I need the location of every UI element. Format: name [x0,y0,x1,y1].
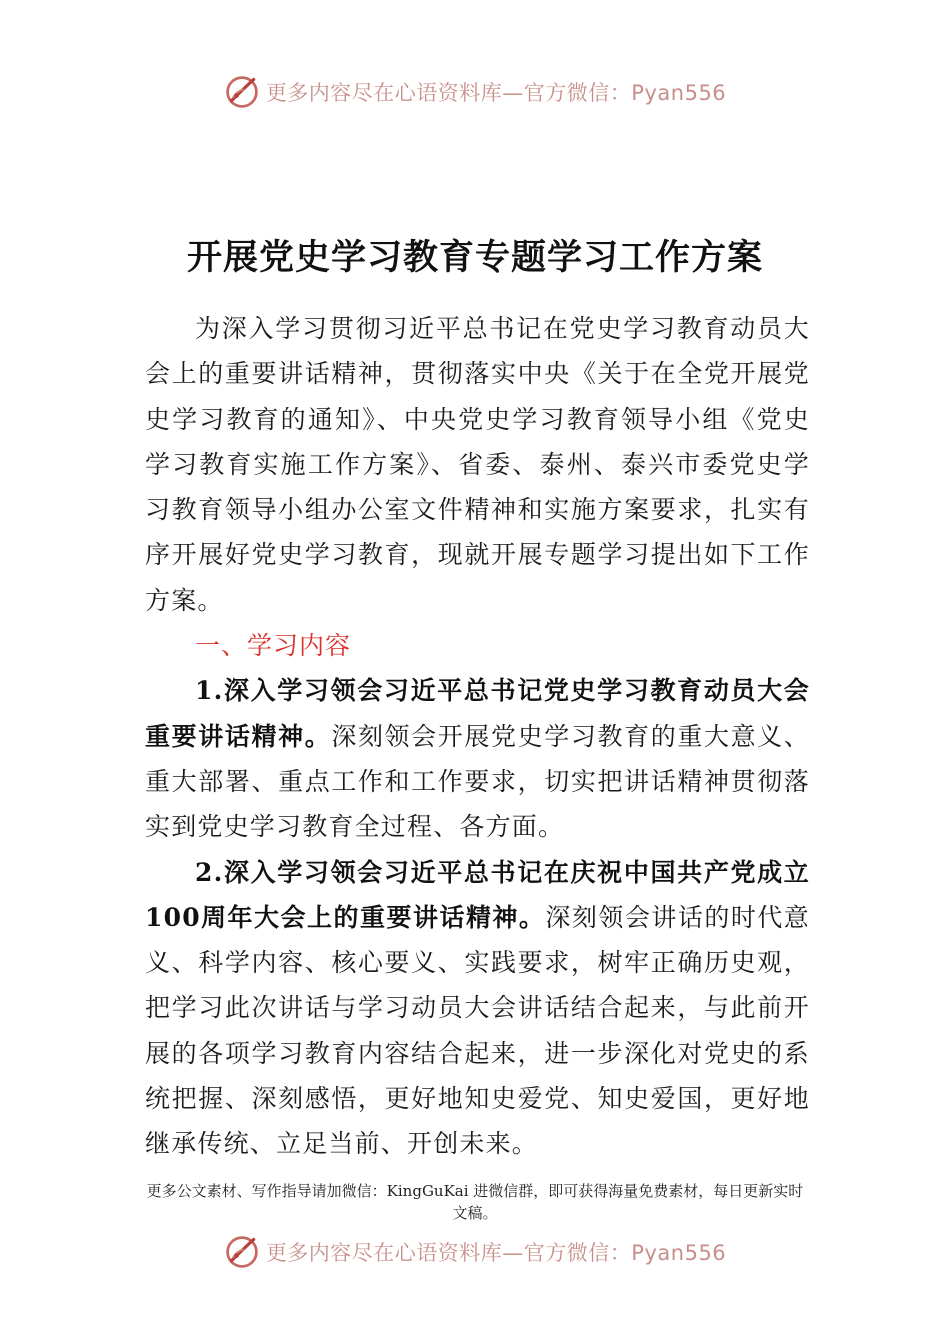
header-watermark [0,70,950,114]
document-body [145,306,810,1167]
pen-circle-logo-icon [224,74,260,110]
content-item-1-lead: 1.深入学习领会习近平总书记党史学习教育动员大会重要讲话精神。 [145,676,810,751]
section-heading: 一、学习内容 [195,631,352,661]
intro-paragraph: 为深入学习贯彻习近平总书记在党史学习教育动员大会上的重要讲话精神，贯彻落实中央《关于在全党开展党史学习教育的通知》、中央党史学习教育领导小组《党史学习教育实施工作方案》、省委、泰州、泰兴市委党史学习教育领导小组办公室文件精神和实施方案要求，扎实有序开展好党史学习教育，现就开展专题学习提出如下工作方案。 [145,314,810,615]
content-item-1-text: 深刻领会开展党史学习教育的重大意义、重大部署、重点工作和工作要求，切实把讲话精神贯彻落实到党史学习教育全过程、各方面。 [145,721,811,842]
document-title: 开展党史学习教育专题学习工作方案 [186,238,763,278]
content-item-2 [145,850,810,1167]
footer-note: 更多公文素材、写作指导请加微信：KingGuKai 进微信群，即可获得海量免费素材，每日更新实时文稿。 [146,1182,804,1222]
content-item-2-lead: 2.深入学习领会习近平总书记在庆祝中国共产党成立100周年大会上的重要讲话精神。 [145,857,810,932]
watermark-text: 更多内容尽在心语资料库—官方微信：Pyan556 [265,1241,727,1265]
footer-watermark [0,1230,950,1274]
content-item-2-text: 深刻领会讲话的时代意义、科学内容、核心要义、实践要求，树牢正确历史观，把学习此次讲话与学习动员大会讲话结合起来，与此前开展的各项学习教育内容结合起来，进一步深化对党史的系统把握、深刻感悟，更好地知史爱党、知史爱国，更好地继承传统、立足当前、开创未来。 [145,902,810,1159]
pen-circle-logo-icon [224,1234,260,1270]
content-item-1 [145,668,810,849]
watermark-text: 更多内容尽在心语资料库—官方微信：Pyan556 [265,81,727,105]
